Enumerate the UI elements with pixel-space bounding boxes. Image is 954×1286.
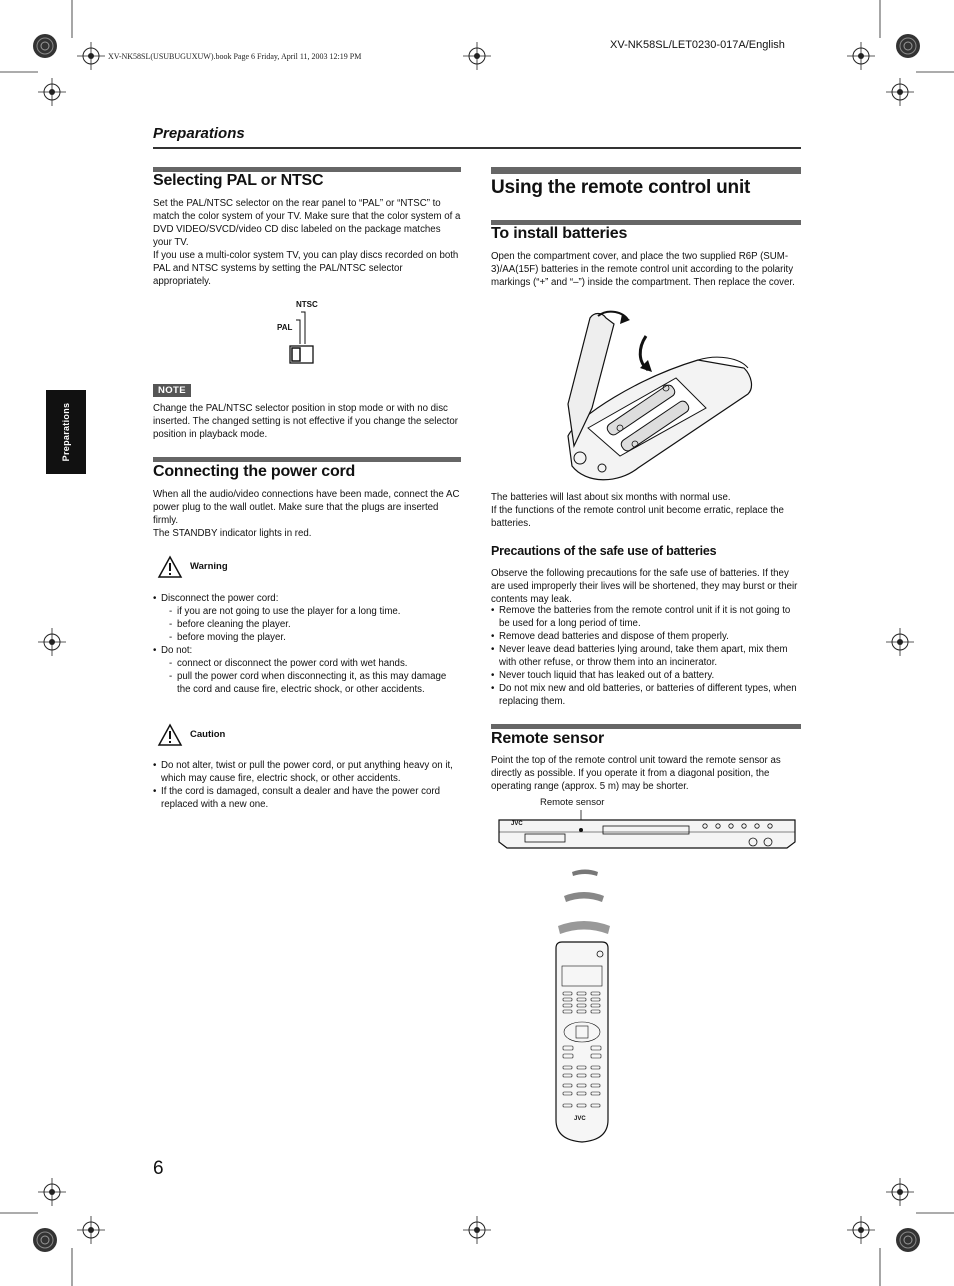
list-item: • Remove the batteries from the remote control unit if it is not going to be used for a long period of time. bbox=[491, 604, 801, 630]
model-number: XV-NK58SL/LET0230-017A/English bbox=[610, 39, 785, 51]
power-cord-paragraph-1: When all the audio/video connections have been made, connect the AC power plug to the wall outlet. Make sure that the plugs are inserted firmly. bbox=[153, 489, 460, 526]
file-info-line: XV-NK58SL(USUBUGUXUW).book Page 6 Friday, April 11, 2003 12:19 PM bbox=[108, 52, 362, 61]
battery-life-paragraph-2: If the functions of the remote control unit become erratic, replace the batteries. bbox=[491, 505, 784, 529]
precautions-list bbox=[491, 604, 801, 708]
list-item: • Do not mix new and old batteries, or batteries of different types, when replacing them. bbox=[491, 682, 801, 708]
caution-icon bbox=[157, 723, 183, 747]
list-item: • If the cord is damaged, consult a dealer and have the power cord replaced with a new one. bbox=[153, 785, 461, 811]
pal-ntsc-heading: Selecting PAL or NTSC bbox=[153, 172, 324, 189]
caution-label: Caution bbox=[190, 729, 226, 740]
list-item: - if you are not going to use the player for a long time. bbox=[169, 605, 461, 618]
remote-main-heading: Using the remote control unit bbox=[491, 177, 751, 198]
list-item: - before cleaning the player. bbox=[169, 618, 461, 631]
install-batteries-heading: To install batteries bbox=[491, 225, 628, 242]
list-item: - before moving the player. bbox=[169, 631, 461, 644]
warning-label: Warning bbox=[190, 561, 228, 572]
pal-ntsc-paragraph-1: Set the PAL/NTSC selector on the rear panel to “PAL” or “NTSC” to match the color system of your TV. Make sure that the color system of a DVD VIDEO/SVCD/video CD disc labeled on the package matches your TV. bbox=[153, 198, 461, 248]
jvc-logo: JVC bbox=[574, 1116, 586, 1122]
list-item: • Never leave dead batteries lying around, take them apart, mix them with other refuse, or throw them into an incinerator. bbox=[491, 643, 801, 669]
pal-ntsc-paragraph-2: If you use a multi-color system TV, you can play discs recorded on both PAL and NTSC systems by setting the PAL/NTSC selector appropriately. bbox=[153, 250, 459, 287]
jvc-logo: JVC bbox=[511, 821, 523, 827]
list-item: • Remove dead batteries and dispose of them properly. bbox=[491, 630, 801, 643]
page-number: 6 bbox=[153, 1158, 164, 1179]
precautions-heading: Precautions of the safe use of batteries bbox=[491, 544, 717, 558]
pal-ntsc-selector-diagram bbox=[286, 309, 320, 367]
heading-bar bbox=[153, 457, 461, 462]
remote-control-drawing bbox=[554, 940, 610, 1144]
list-item: - connect or disconnect the power cord with wet hands. bbox=[169, 657, 461, 670]
remote-signal-waves bbox=[556, 862, 612, 942]
list-item: • Do not alter, twist or pull the power cord, or put anything heavy on it, which may cause fire, electric shock, or other accidents. bbox=[153, 759, 461, 785]
caution-list bbox=[153, 759, 461, 811]
section-rule bbox=[153, 147, 801, 149]
section-title: Preparations bbox=[153, 125, 245, 142]
remote-sensor-heading: Remote sensor bbox=[491, 730, 604, 747]
side-tab bbox=[46, 390, 86, 474]
heading-bar bbox=[491, 724, 801, 729]
install-batteries-paragraph: Open the compartment cover, and place the two supplied R6P (SUM-3)/AA(15F) batteries in the remote control unit according to the polarity markings (“+” and “–”) inside the compartment. Then replace the cover. bbox=[491, 251, 795, 288]
power-cord-paragraph-2: The STANDBY indicator lights in red. bbox=[153, 528, 312, 539]
remote-sensor-paragraph: Point the top of the remote control unit toward the remote sensor as directly as possible. If you operate it from a diagonal position, the operating range (approx. 5 m) may be shorter. bbox=[491, 755, 781, 792]
list-item: • Never touch liquid that has leaked out of a battery. bbox=[491, 669, 801, 682]
remote-sensor-caption: Remote sensor bbox=[540, 797, 605, 808]
list-item: • Do not: - connect or disconnect the power cord with wet hands. - pull the power cord when disconnecting it, as this may damage the cord and cause fire, electric shock, or other accidents. bbox=[153, 644, 461, 696]
battery-install-illustration bbox=[558, 308, 758, 486]
dvd-player-front-panel bbox=[495, 808, 799, 854]
precautions-intro: Observe the following precautions for the safe use of batteries. If they are used improperly their lives will be shortened, they may burst or their contents may leak. bbox=[491, 568, 798, 605]
warning-list bbox=[153, 592, 461, 696]
heading-bar bbox=[491, 167, 801, 174]
pal-label: PAL bbox=[277, 323, 293, 332]
list-item: • Disconnect the power cord: - if you are not going to use the player for a long time. - before cleaning the player. - before moving the player. bbox=[153, 592, 461, 644]
battery-life-paragraph-1: The batteries will last about six months with normal use. bbox=[491, 492, 731, 503]
note-badge: NOTE bbox=[153, 384, 191, 397]
warning-icon bbox=[157, 555, 183, 579]
power-cord-heading: Connecting the power cord bbox=[153, 463, 356, 480]
list-item: - pull the power cord when disconnecting it, as this may damage the cord and cause fire, electric shock, or other accidents. bbox=[169, 670, 461, 696]
side-tab-label: Preparations bbox=[61, 402, 71, 462]
ntsc-label: NTSC bbox=[296, 300, 318, 309]
note-text: Change the PAL/NTSC selector position in stop mode or with no disc inserted. The changed setting is not effective if you change the selector position in playback mode. bbox=[153, 403, 458, 440]
